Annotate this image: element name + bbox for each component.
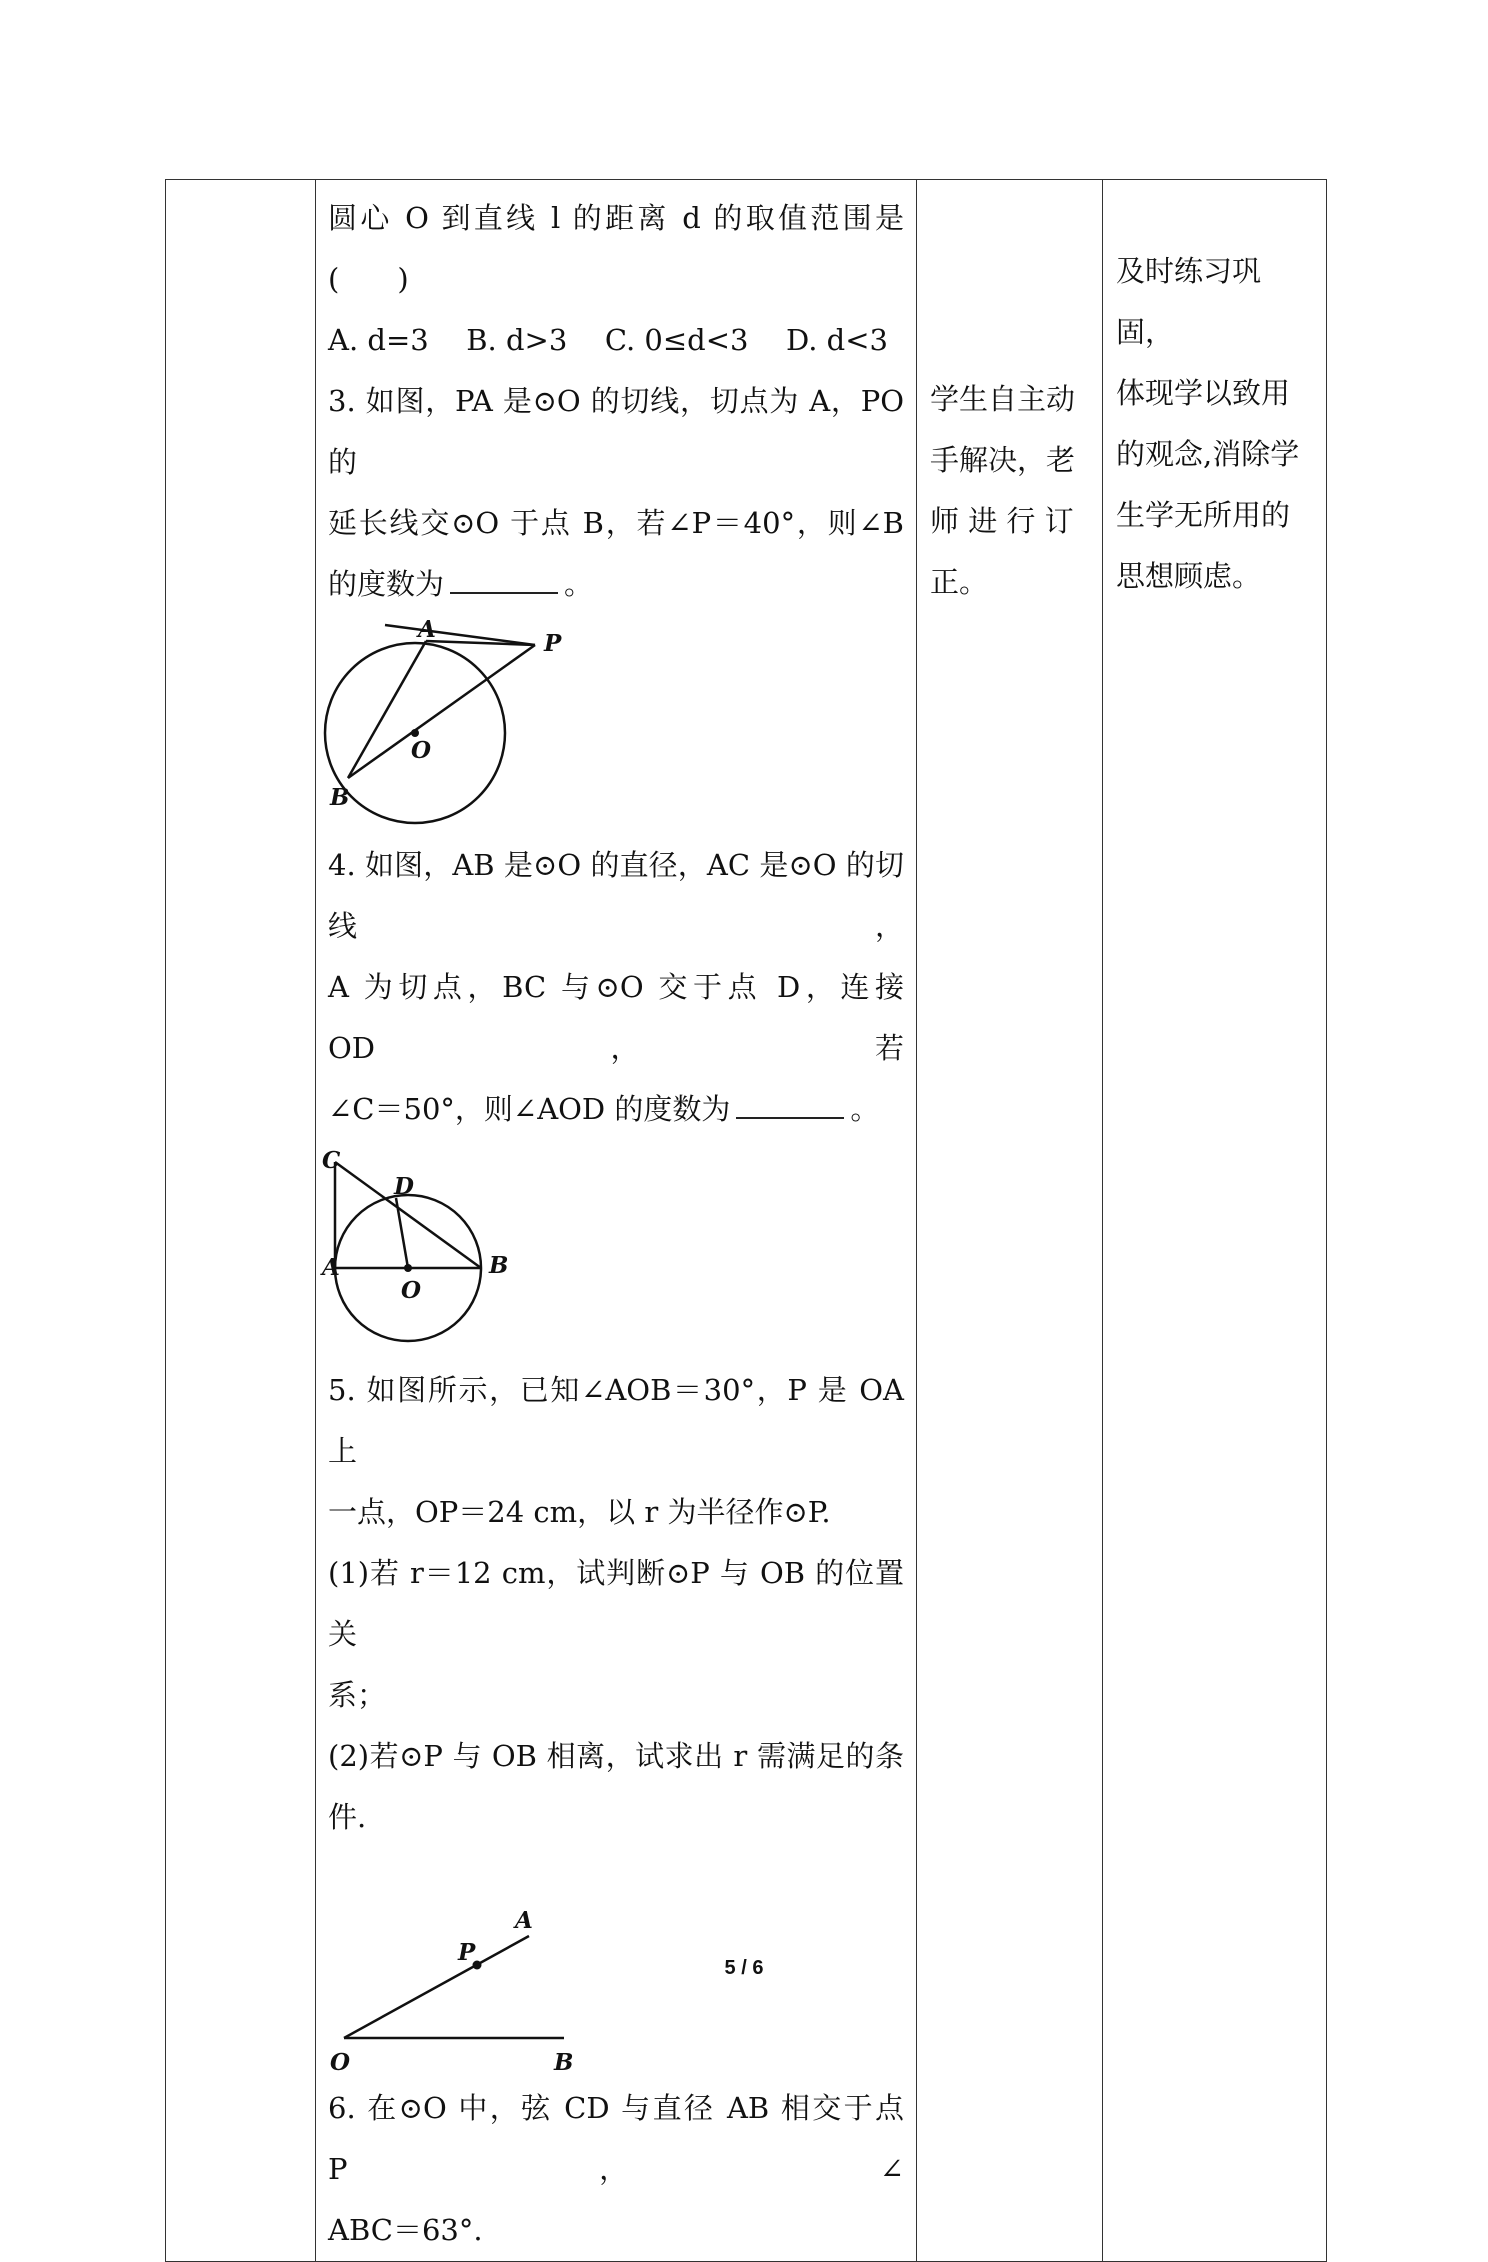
question-3-line: 延长线交⊙O 于点 B，若∠P＝40°，则∠B	[328, 506, 904, 540]
question-4-line: 4. 如图，AB 是⊙O 的直径，AC 是⊙O 的切线，	[328, 848, 904, 943]
fig5-label: O	[330, 2049, 351, 2076]
fig4-label: O	[401, 1277, 422, 1304]
student-activity-cell	[917, 180, 1103, 2262]
page-number: 5 / 6	[724, 1957, 764, 1979]
question-5-line: 5. 如图所示，已知∠AOB＝30°，P 是 OA 上	[328, 1373, 904, 1468]
lesson-table	[165, 179, 1327, 2262]
intent-line: 的观念,消除学	[1116, 437, 1300, 471]
text-line: 圆心 O 到直线 l 的距离 d 的取值范围是	[328, 201, 904, 235]
intent-line: 体现学以致用	[1116, 376, 1291, 410]
fig3-label: P	[544, 630, 562, 657]
question-5-line: 一点，OP＝24 cm，以 r 为半径作⊙P.	[328, 1495, 831, 1529]
fig4-label: B	[489, 1252, 509, 1279]
option-b: B. d>3	[466, 323, 568, 357]
question-4-line: A 为切点，BC 与⊙O 交于点 D，连接 OD，若	[328, 970, 904, 1065]
option-a: A. d=3	[328, 323, 429, 357]
question-4-line: ∠C＝50°，则∠AOD 的度数为 。	[328, 1079, 904, 1140]
fig3-label: A	[418, 616, 436, 643]
fig3-label: O	[411, 737, 432, 764]
fig3-label: B	[330, 784, 350, 811]
fig5-label: A	[515, 1907, 533, 1934]
design-intent-cell	[1103, 180, 1327, 2262]
student-line: 正。	[930, 565, 989, 599]
answer-blank	[450, 562, 558, 594]
fig4-label: A	[322, 1254, 340, 1281]
question-3-line: 的度数为 。	[328, 554, 904, 615]
option-d: D. d<3	[786, 323, 888, 357]
student-line: 师 进 行 订	[930, 504, 1074, 538]
question-6-line: ABC＝63°.	[328, 2213, 483, 2247]
question-5-line: 系；	[328, 1678, 387, 1712]
fig5-label: B	[554, 2049, 574, 2076]
fig4-label: C	[322, 1147, 341, 1174]
student-line: 学生自主动	[930, 382, 1076, 416]
option-c: C. 0≤d<3	[604, 323, 749, 357]
question-5-line: (2)若⊙P 与 OB 相离，试求出 r 需满足的条	[328, 1739, 904, 1773]
exercise-cell	[316, 180, 917, 2262]
student-line: 手解决，老	[930, 443, 1076, 477]
text-line: ( )	[328, 262, 409, 296]
answer-options	[328, 310, 904, 371]
question-3-line: 3. 如图，PA 是⊙O 的切线，切点为 A，PO 的	[328, 384, 904, 479]
question-5-line: (1)若 r＝12 cm，试判断⊙P 与 OB 的位置关	[328, 1556, 904, 1651]
fig5-label: P	[458, 1939, 476, 1966]
question-5-line: 件.	[328, 1800, 367, 1834]
intent-line: 及时练习巩固，	[1116, 254, 1262, 349]
question-6-line: 6. 在⊙O 中，弦 CD 与直径 AB 相交于点 P，∠	[328, 2091, 904, 2186]
fig4-label: D	[394, 1173, 414, 1200]
answer-blank	[736, 1087, 844, 1119]
figure-diameter-tangent	[322, 1140, 648, 1360]
empty-cell	[166, 180, 316, 2262]
figure-tangent-circle	[328, 615, 648, 835]
intent-line: 生学无所用的	[1116, 498, 1291, 532]
intent-line: 思想顾虑。	[1116, 559, 1262, 593]
